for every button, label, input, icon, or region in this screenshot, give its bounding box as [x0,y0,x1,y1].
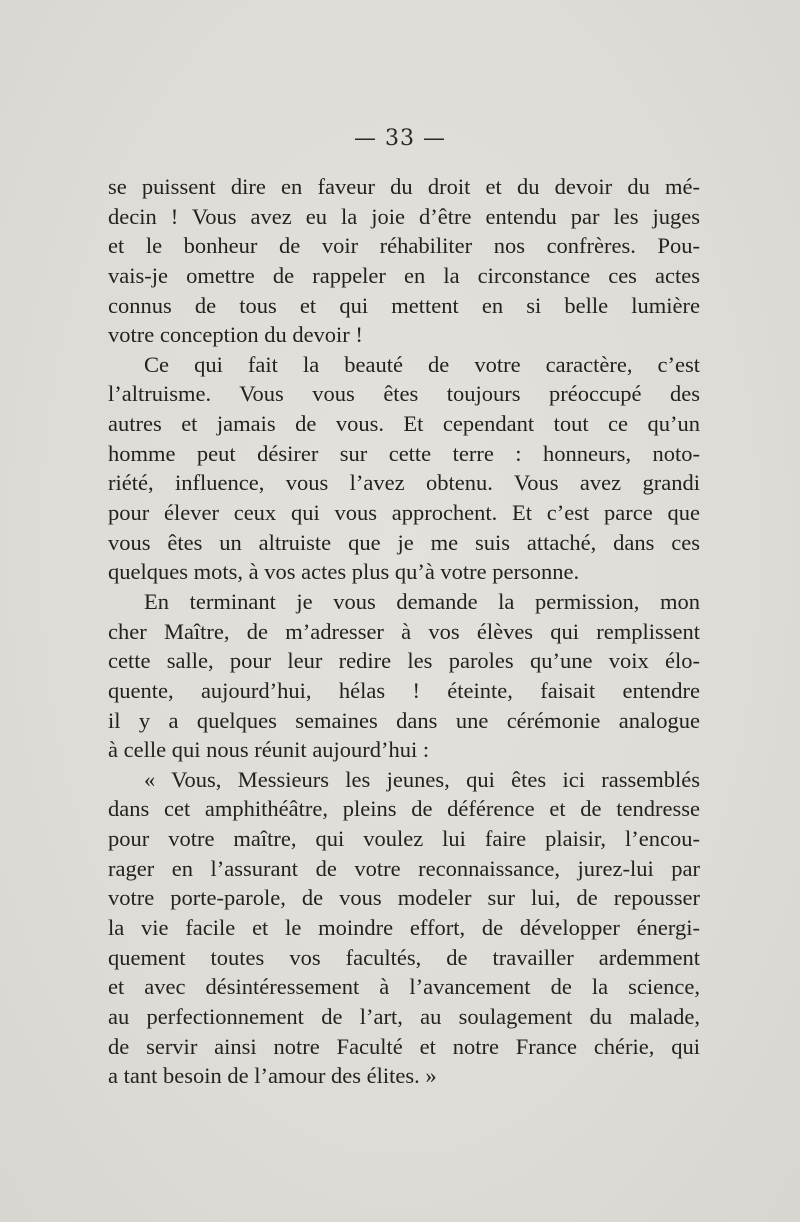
text-line: riété, influence, vous l’avez obtenu. Vous avez grandi [108,470,700,496]
text-line: se puissent dire en faveur du droit et du devoir du mé- [108,174,700,199]
text-line: votre conception du devoir ! [108,322,363,348]
text-line: autres et jamais de vous. Et cependant tout ce qu’un [108,411,700,437]
text-line: quente, aujourd’hui, hélas ! éteinte, faisait entendre [108,677,700,703]
body-text [108,172,700,1091]
text-line: quelques mots, à vos actes plus qu’à votre personne. [108,559,580,585]
text-line: dans cet amphithéâtre, pleins de déférence et de tendresse [108,796,700,822]
text-line: au perfectionnement de l’art, au soulagement du malade, [108,1003,700,1029]
text-line: En terminant je vous demande la permission, mon [144,588,700,614]
text-line: il y a quelques semaines dans une cérémonie analogue [108,707,700,733]
text-line: à celle qui nous réunit aujourd’hui : [108,737,430,763]
text-line: rager en l’assurant de votre reconnaissance, jurez-lui par [108,855,700,881]
text-line: et le bonheur de voir réhabiliter nos confrères. Pou- [108,233,700,259]
page-number: — 33 — [354,126,446,151]
text-line: pour votre maître, qui voulez lui faire plaisir, l’encou- [108,826,700,852]
text-line: vous êtes un altruiste que je me suis attaché, dans ces [108,529,700,555]
text-line: votre porte-parole, de vous modeler sur lui, de repousser [108,885,700,911]
text-line: « Vous, Messieurs les jeunes, qui êtes ici rassemblés [144,766,700,792]
text-line: la vie facile et le moindre effort, de développer énergi- [108,915,700,941]
text-line: homme peut désirer sur cette terre : honneurs, noto- [108,440,700,466]
text-line: l’altruisme. Vous vous êtes toujours préoccupé des [108,381,700,407]
text-line: Ce qui fait la beauté de votre caractère, c’est [144,351,700,377]
text-line: pour élever ceux qui vous approchent. Et c’est parce que [108,500,700,526]
text-line: decin ! Vous avez eu la joie d’être entendu par les juges [108,203,700,229]
text-line: connus de tous et qui mettent en si belle lumière [108,292,700,318]
text-line: cher Maître, de m’adresser à vos élèves qui remplissent [108,618,700,644]
text-line: de servir ainsi notre Faculté et notre France chérie, qui [108,1033,700,1059]
text-line: quement toutes vos facultés, de travailler ardemment [108,944,700,970]
text-line: a tant besoin de l’amour des élites. » [108,1063,437,1089]
text-line: cette salle, pour leur redire les paroles qu’une voix élo- [108,648,700,674]
text-line: et avec désintéressement à l’avancement de la science, [108,974,700,1000]
text-line: vais-je omettre de rappeler en la circonstance ces actes [108,262,700,288]
